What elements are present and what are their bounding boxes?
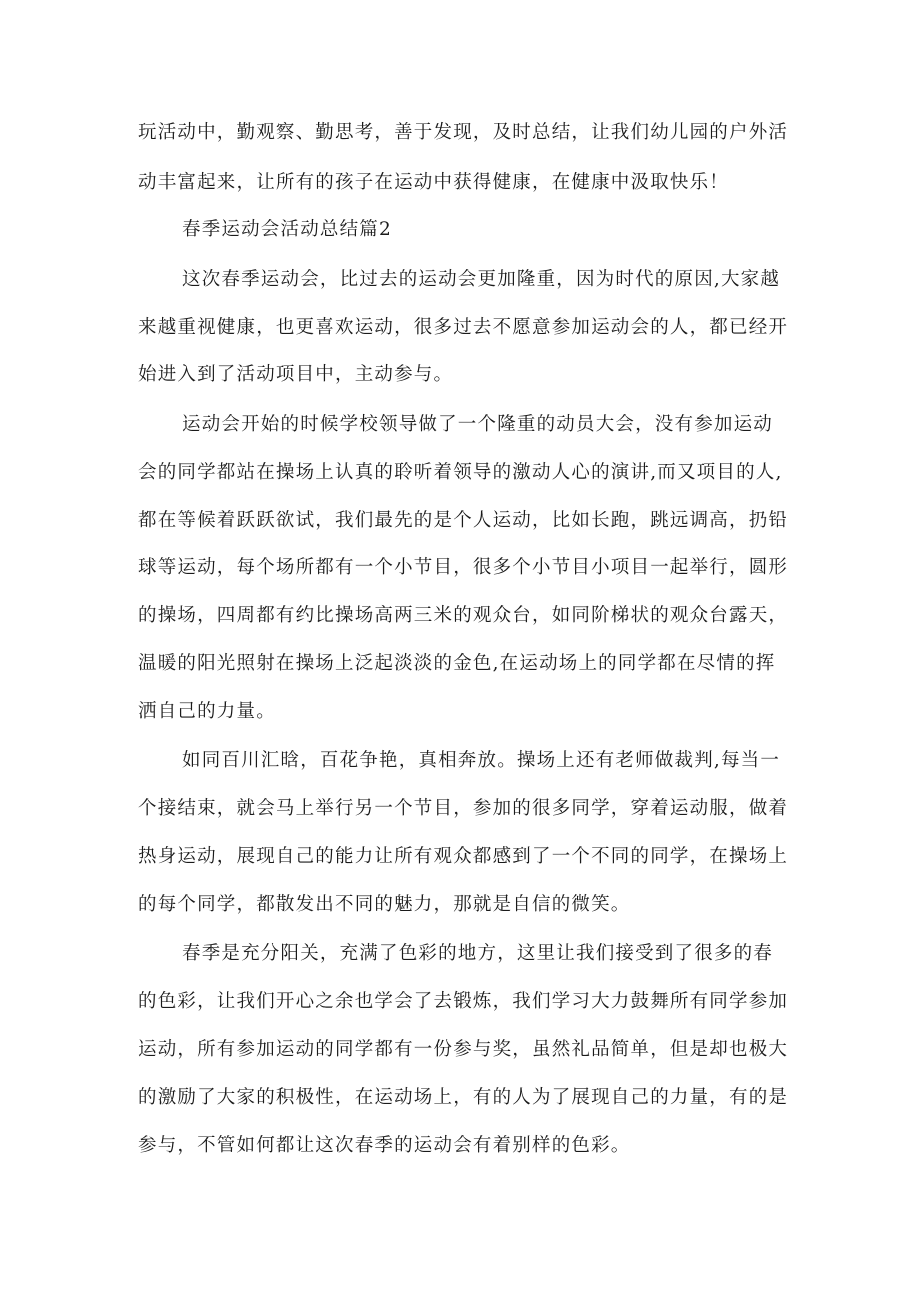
text-line: 热身运动，展现自己的能力让所有观众都感到了一个不同的同学，在操场上	[138, 846, 789, 867]
text-line: 的色彩，让我们开心之余也学会了去锻炼，我们学习大力鼓舞所有同学参加	[138, 991, 789, 1012]
text-line: 的激励了大家的积极性，在运动场上，有的人为了展现自己的力量，有的是	[138, 1087, 789, 1108]
text-line: 的每个同学，都散发出不同的魅力，那就是自信的微笑。	[138, 894, 631, 915]
text-line: 玩活动中，勤观察、勤思考，善于发现，及时总结，让我们幼儿园的户外活	[138, 122, 789, 143]
text-line: 参与，不管如何都让这次春季的运动会有着别样的色彩。	[138, 1135, 631, 1156]
text-line: 洒自己的力量。	[138, 701, 276, 722]
text-line: 都在等候着跃跃欲试，我们最先的是个人运动，比如长跑，跳远调高，扔铅	[138, 510, 789, 531]
text-line: 的操场，四周都有约比操场高两三米的观众台，如同阶梯状的观众台露天，	[138, 605, 789, 626]
text-line: 春季是充分阳关，充满了色彩的地方，这里让我们接受到了很多的春	[182, 943, 774, 964]
text-line: 动丰富起来，让所有的孩子在运动中获得健康，在健康中汲取快乐！	[138, 172, 730, 193]
text-line: 温暖的阳光照射在操场上泛起淡淡的金色,在运动场上的同学都在尽情的挥	[138, 653, 776, 674]
text-line: 这次春季运动会，比过去的运动会更加隆重，因为时代的原因,大家越	[182, 269, 781, 290]
text-line: 运动会开始的时候学校领导做了一个隆重的动员大会，没有参加运动	[182, 414, 774, 435]
text-line: 如同百川汇晗，百花争艳，真相奔放。操场上还有老师做裁判,每当一	[182, 750, 781, 771]
section-heading: 春季运动会活动总结篇2	[182, 219, 392, 240]
text-line: 始进入到了活动项目中，主动参与。	[138, 364, 454, 385]
text-line: 会的同学都站在操场上认真的聆听着领导的激动人心的演讲,而又项目的人,	[138, 462, 783, 483]
text-line: 球等运动，每个场所都有一个小节目，很多个小节目小项目一起举行，圆形	[138, 557, 789, 578]
text-line: 运动，所有参加运动的同学都有一份参与奖，虽然礼品简单，但是却也极大	[138, 1039, 789, 1060]
text-line: 来越重视健康，也更喜欢运动，很多过去不愿意参加运动会的人，都已经开	[138, 317, 789, 338]
text-line: 个接结束，就会马上举行另一个节目，参加的很多同学，穿着运动服，做着	[138, 798, 789, 819]
